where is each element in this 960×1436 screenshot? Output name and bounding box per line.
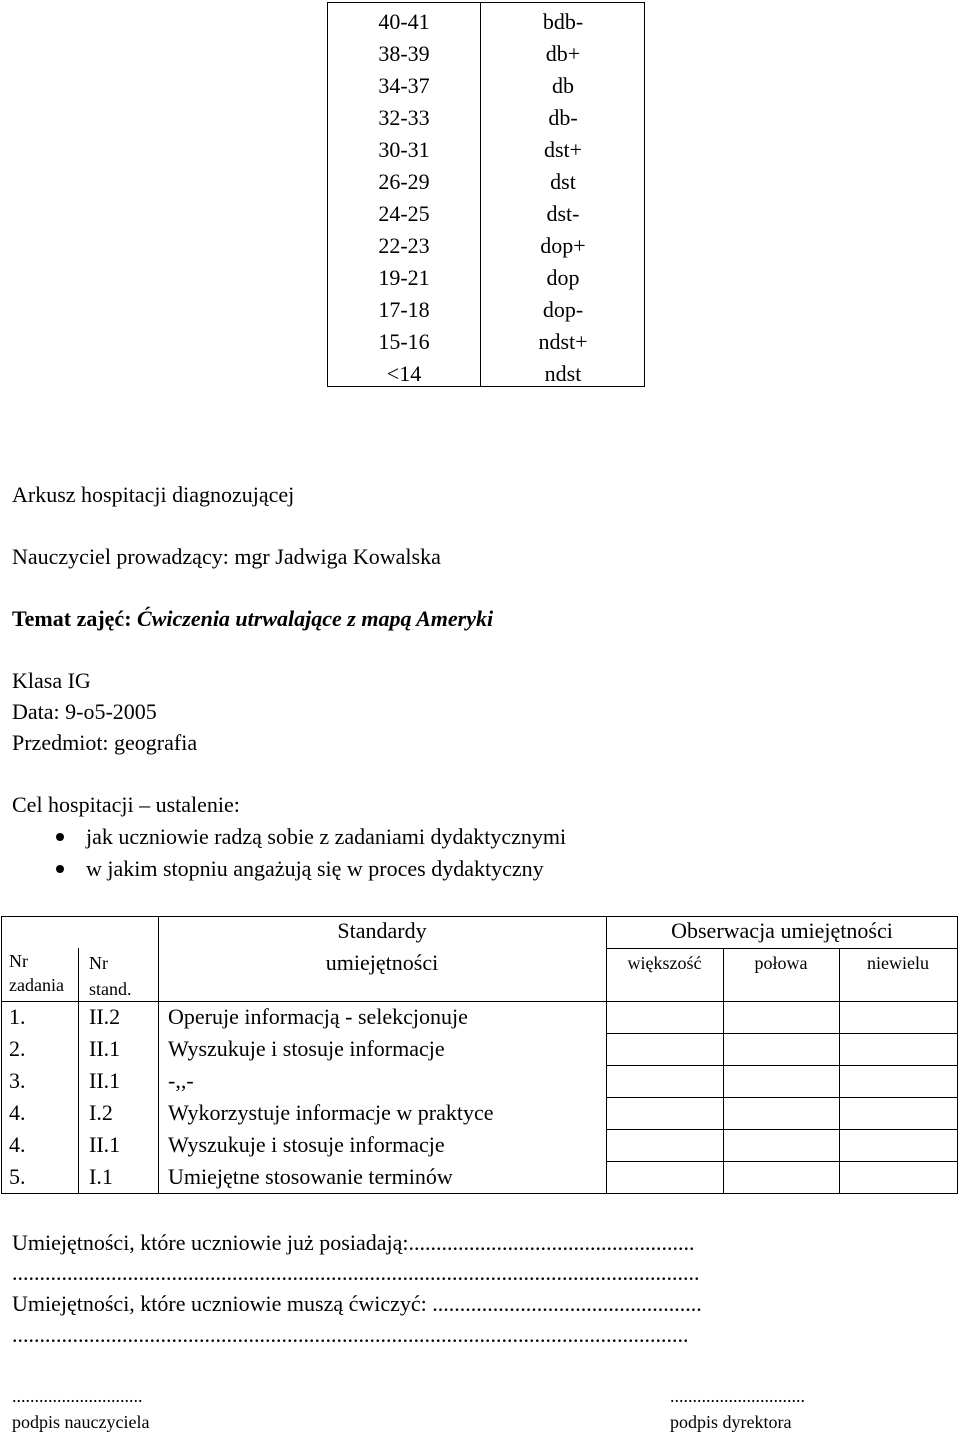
grade-points: 22-23 [378,233,430,258]
row-skill: Wyszukuje i stosuje informacje [168,1036,445,1061]
row-skill: Wyszukuje i stosuje informacje [168,1132,445,1157]
grade-row [328,230,644,262]
grade-value: dop- [542,297,584,322]
table-row-line [606,1129,958,1130]
row-std: II.1 [89,1036,121,1061]
row-skill: -,,- [168,1068,194,1093]
grade-points: 32-33 [378,105,430,130]
row-skill: Operuje informacją - selekcjonuje [168,1004,468,1029]
grade-value: bdb- [542,9,584,34]
grade-row [328,38,644,70]
table-border-top [1,916,958,917]
table-col-line [78,948,79,1194]
goal-line: Cel hospitacji – ustalenie: [12,792,240,817]
table-row-line [606,1065,958,1066]
row-task: 3. [9,1068,26,1093]
date-line: Data: 9-o5-2005 [12,699,157,724]
row-std: I.1 [89,1164,113,1189]
subject-line: Przedmiot: geografia [12,730,198,755]
obs-col-majority: większość [627,953,702,973]
document-title: Arkusz hospitacji diagnozującej [12,482,295,507]
grade-value: dst [550,169,576,194]
table-border-right [957,916,958,1194]
director-signature-dots: .............................. [670,1386,805,1406]
header-std-nr: Nr [89,953,108,973]
grade-row [328,358,644,390]
grade-value: db [552,73,574,98]
grade-value: ndst+ [538,329,588,354]
grade-points: <14 [386,361,422,386]
class-line: Klasa IG [12,668,91,693]
row-std: II.2 [89,1004,121,1029]
teacher-signature-dots: ............................. [12,1386,143,1406]
bullet-icon [56,833,64,841]
skills-practice-cont: ........................................................................................................................... [12,1322,689,1347]
header-standards: Standardy [337,918,427,943]
header-task: zadania [9,975,64,995]
grade-value: dst- [546,201,580,226]
skills-practice-line: Umiejętności, które uczniowie muszą ćwiczyć: ................................................. [12,1291,702,1316]
bullet-icon [56,865,64,873]
goal-item: jak uczniowie radzą sobie z zadaniami dydaktycznymi [86,824,567,849]
grade-points: 15-16 [378,329,430,354]
grade-row [328,102,644,134]
skills-observation-table [1,916,958,1194]
grade-value: dop [546,265,580,290]
row-skill: Wykorzystuje informacje w praktyce [168,1100,494,1125]
grade-row [328,134,644,166]
header-observation: Obserwacja umiejętności [671,918,893,943]
grade-row [328,166,644,198]
row-std: II.1 [89,1068,121,1093]
table-border-bottom [1,1193,958,1194]
grade-row [328,262,644,294]
topic-line [12,604,493,634]
grade-points: 17-18 [378,297,430,322]
obs-col-half: połowa [754,953,808,973]
row-task: 1. [9,1004,26,1029]
grade-points: 26-29 [378,169,430,194]
topic-value: Ćwiczenia utrwalające z mapą Ameryki [137,606,494,631]
grade-points: 40-41 [378,9,430,34]
grade-row [328,70,644,102]
grade-points: 24-25 [378,201,430,226]
grade-row [328,198,644,230]
table-col-line [723,948,724,1194]
table-row-line [606,1033,958,1034]
grade-scale-table [327,2,645,387]
row-task: 5. [9,1164,26,1189]
row-skill: Umiejętne stosowanie terminów [168,1164,453,1189]
table-row-line [606,1097,958,1098]
table-row-line [606,1161,958,1162]
table-col-line [839,948,840,1194]
header-std: stand. [89,979,132,999]
row-task: 4. [9,1132,26,1157]
grade-points: 19-21 [378,265,430,290]
teacher-signature-label: podpis nauczyciela [12,1412,150,1432]
row-task: 4. [9,1100,26,1125]
goal-item: w jakim stopniu angażują się w proces dydaktyczny [86,856,544,881]
grade-value: ndst [544,361,582,386]
grade-row [328,6,644,38]
row-std: I.2 [89,1100,113,1125]
grade-row [328,326,644,358]
table-header-divider [1,1001,958,1002]
grade-row [328,294,644,326]
grade-value: db- [548,105,578,130]
header-task-nr: Nr [9,951,28,971]
grade-points: 38-39 [378,41,430,66]
director-signature-label: podpis dyrektora [670,1412,792,1432]
grade-points: 30-31 [378,137,430,162]
grade-value: dst+ [543,137,583,162]
topic-label: Temat zajęć: [12,606,132,631]
skills-have-line: Umiejętności, które uczniowie już posiadają:.................................................... [12,1230,695,1255]
header-skills: umiejętności [325,950,439,975]
grade-value: db+ [545,41,581,66]
obs-col-few: niewielu [867,953,929,973]
table-border-left [1,916,2,1194]
row-std: II.1 [89,1132,121,1157]
grade-points: 34-37 [378,73,430,98]
obs-header-divider [606,948,958,949]
grade-value: dop+ [540,233,586,258]
teacher-line: Nauczyciel prowadzący: mgr Jadwiga Kowalska [12,544,441,569]
skills-have-cont: ............................................................................................................................. [12,1260,700,1285]
row-task: 2. [9,1036,26,1061]
